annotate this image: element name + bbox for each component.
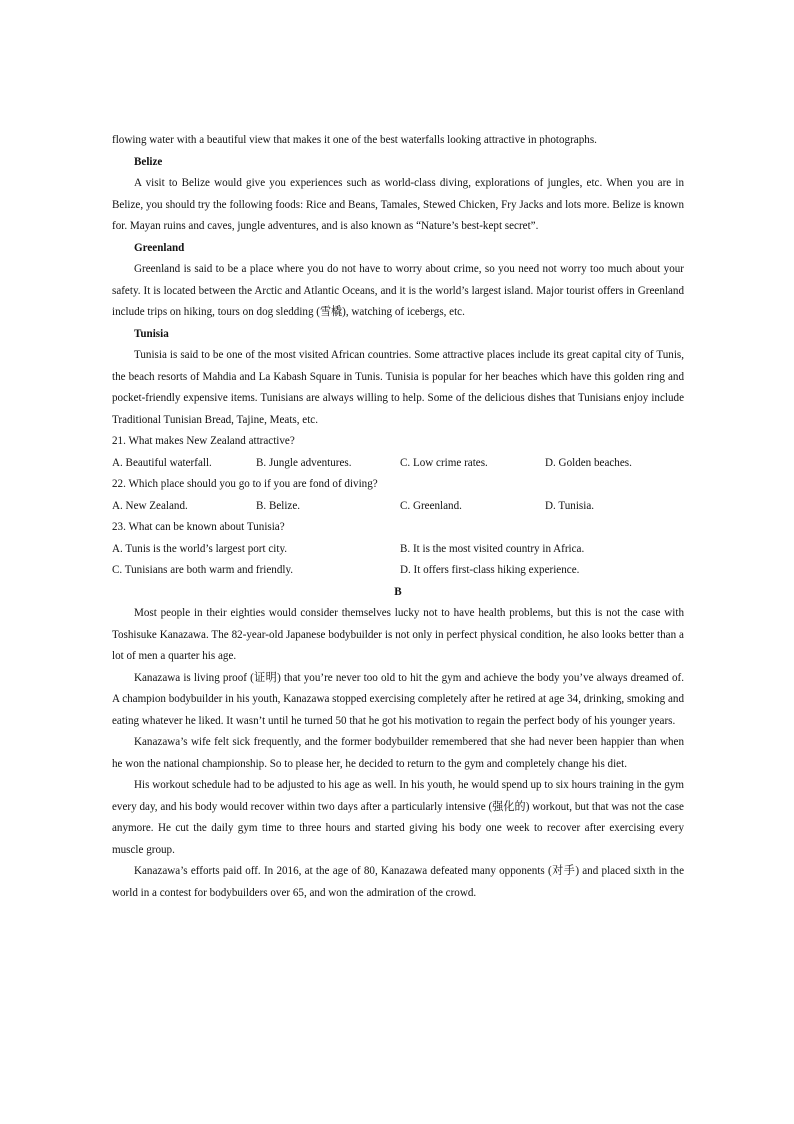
section-paragraph: Greenland is said to be a place where you do not have to worry about crime, so you need not worry too much about your safety. It is located between the Arctic and Atlantic Oceans, and it is the world’s largest island. Major tourist offers in Greenland include trips on hiking, tours on dog sledding (雪橇), watching of icebergs, etc. [112, 263, 684, 318]
section-greenland [112, 238, 684, 324]
option-d: D. Golden beaches. [545, 456, 632, 469]
question-22 [112, 474, 684, 517]
section-heading: Tunisia [134, 327, 169, 340]
option-c: C. Low crime rates. [400, 456, 488, 469]
section-b-label: B [394, 585, 402, 598]
option-a: A. New Zealand. [112, 499, 188, 512]
question-options [112, 453, 684, 475]
passage-paragraph: Kanazawa is living proof (证明) that you’re never too old to hit the gym and achieve the body you’ve always dreamed of. A champion bodybuilder in his youth, Kanazawa stopped exercising completely after he retired at age 34, drinking, smoking and eating whatever he liked. It wasn’t until he turned 50 that he got his motivation to regain the perfect body of his younger years. [112, 671, 684, 727]
section-belize [112, 152, 684, 238]
option-b: B. Jungle adventures. [256, 456, 352, 469]
question-stem: 22. Which place should you go to if you are fond of diving? [112, 478, 378, 490]
section-tunisia [112, 324, 684, 432]
option-a: A. Beautiful waterfall. [112, 456, 212, 469]
question-stem: 23. What can be known about Tunisia? [112, 521, 285, 533]
section-paragraph: Tunisia is said to be one of the most visited African countries. Some attractive places include its great capital city of Tunis, the beach resorts of Mahdia and La Kabash Square in Tunis. Tunisia is popular for her beaches which have this golden ring and pocket-friendly expensive items. Tunisians are always willing to help. Some of the delicious dishes that Tunisians enjoy include Traditional Tunisian Bread, Tajine, Meats, etc. [112, 349, 684, 426]
passage-paragraph: Kanazawa’s wife felt sick frequently, and the former bodybuilder remembered that she had never been happier than when he won the national championship. So to please her, he decided to return to the gym and completely change his diet. [112, 736, 684, 770]
question-stem: 21. What makes New Zealand attractive? [112, 435, 295, 447]
passage-paragraph: His workout schedule had to be adjusted to his age as well. In his youth, he would spend up to six hours training in the gym every day, and his body would recover within two days after a particularly intensive (强化的) workout, but that was not the case anymore. He cut the daily gym time to three hours and started giving his body one week to recover after exercising every muscle group. [112, 779, 684, 856]
option-d: D. Tunisia. [545, 499, 595, 512]
intro-tail-paragraph: flowing water with a beautiful view that makes it one of the best waterfalls looking attractive in photographs. [112, 134, 597, 146]
section-heading: Belize [134, 155, 163, 168]
option-c: C. Tunisians are both warm and friendly. [112, 564, 294, 576]
section-paragraph: A visit to Belize would give you experiences such as world-class diving, explorations of jungles, etc. When you are in Belize, you should try the following foods: Rice and Beans, Tamales, Stewed Chicken, Fry Jacks and lots more. Belize is known for. Mayan ruins and caves, jungle adventures, and is also known as “Nature’s best-kept secret”. [112, 177, 684, 232]
option-b: B. It is the most visited country in Africa. [400, 542, 585, 555]
option-d: D. It offers first-class hiking experience. [400, 564, 580, 576]
question-21 [112, 431, 684, 474]
option-c: C. Greenland. [400, 499, 462, 512]
option-a: A. Tunis is the world’s largest port city. [112, 542, 288, 555]
question-options [112, 539, 684, 582]
section-heading: Greenland [134, 241, 185, 254]
document-page [112, 130, 684, 904]
question-options [112, 496, 684, 518]
section-b [112, 582, 684, 905]
passage-paragraph: Most people in their eighties would consider themselves lucky not to have health problems, but this is not the case with Toshisuke Kanazawa. The 82-year-old Japanese bodybuilder is not only in perfect physical condition, he also looks better than a lot of men a quarter his age. [112, 607, 684, 662]
question-23 [112, 517, 684, 582]
passage-paragraph: Kanazawa’s efforts paid off. In 2016, at the age of 80, Kanazawa defeated many opponents (对手) and placed sixth in the world in a contest for bodybuilders over 65, and won the admiration of the crowd. [112, 865, 684, 899]
option-b: B. Belize. [256, 499, 301, 512]
